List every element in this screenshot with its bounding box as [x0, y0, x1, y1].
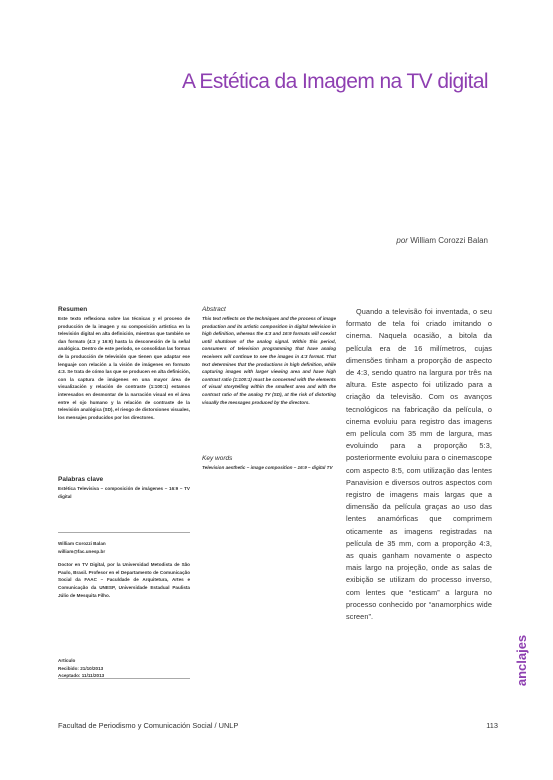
bio-divider: [58, 532, 190, 533]
body-column: [346, 306, 492, 623]
palabras-clave-section: [58, 476, 190, 500]
author-bio: [58, 540, 190, 605]
bio-description: Doctor en TV Digital, por la Universidad Metodista de São Paulo, Brasil. Profesor en el Departamento de Comunicação Social da FAAC – Faculdade de Arquitetura, Artes e Comunicação da UNESP, Universidade Estadual Paulista Júlio de Mesquita Filho.: [58, 562, 190, 598]
resumen-text: Este texto reflexiona sobre las técnicas y el proceso de producción de la imagen y su composición artística en la televisión digital en alta definición, mientras que también se dan formato (4:3 y 16:9) hasta la desconexión de la señal analógica. Dentro de este período, se consolidan las formas de la producción de televisión que tienen que adaptar ese lenguaje con relación a la visión de imágenes en formato 4:3. Se trata de cómo las que se producen en alta definición, con la captura de imágenes en una mayor área de visualización y relación de contraste (1:100:1) estamos interesados en desmontar de la narración visual en el área entre el ojo humano y la relación de contraste de la televisión analógica (SD), el riesgo de distorsiones visuales, los mensajes producidos por los directores.: [58, 316, 190, 420]
bio-header: [58, 540, 190, 555]
received-date: Recibido: 21/10/2013: [58, 665, 104, 671]
palabras-clave-text: Estética Televisiva – composición de imágenes – 16:9 – TV digital: [58, 486, 190, 499]
abstract-section: [202, 306, 336, 406]
dates-divider: [58, 678, 190, 679]
abstract-text: This text reflects on the techniques and the process of image production and its artistic composition in digital television in high definition, whereas the 4:3 and 16:9 formats will coexist until shutdown of the analog signal. Within this period, consumers of television programming that have analog receivers will continue to see the images in 4:3 format. That text determines that the productions in high definition, while capturing images with larger viewing area and have high contrast ratio (1:100:1) must be concerned with the elements of visual storytelling within the smallest area and with the contrast ratio of the analog TV (SD), at the risk of distorting visually the messages produced by the directors.: [202, 316, 336, 405]
resumen-section: [58, 306, 190, 421]
keywords-heading: Key words: [202, 455, 233, 462]
article-label: Artículo: [58, 658, 76, 663]
article-title: A Estética da Imagem na TV digital: [181, 70, 488, 93]
abstract-heading: Abstract: [202, 306, 226, 313]
side-label: [512, 630, 532, 690]
side-label-text: anclajes: [514, 634, 530, 686]
author-name: William Corozzi Balan: [410, 236, 488, 245]
author-prefix: por: [396, 236, 408, 245]
footer-text: Facultad de Periodismo y Comunicación Social / UNLP: [58, 721, 239, 730]
bio-name: William Corozzi Balan: [58, 541, 106, 546]
body-paragraph: Quando a televisão foi inventada, o seu formato de tela foi criado imitando o cinema. Naquela ocasião, a bitola da película era de 16 milímetros, cujas dimensões tinham a proporção de aspecto de 4:3, sendo quatro na largura por três na altura. Este aspecto foi utilizado para a criação da televisão. Com os avanços tecnológicos na fabricação da película, o cinema evoluiu para registro das imagens em película com 35 mm de largura, mas evoluindo para a proporção 5:3, posteriormente evoluiu para o cinemascope com aspecto 8:5, com utilização das lentes Panavision e diversos outros aspectos com registro de imagens mais largas que a dimensão da película graças ao uso das lentes anamórficas que comprimem oticamente as imagens registradas na película de 35 mm, com a proporção 4:3, as quais ganham novamente o aspecto mais largo na projeção, onde as salas de exibição se utilizam do processo inverso, com lentes que “esticam” a largura no processo conhecido por “anamorphics wide screen”.: [346, 307, 492, 622]
keywords-text: Television aesthetic – image composition – 16:9 – digital TV: [202, 465, 333, 470]
bio-email: william@fac.unesp.br: [58, 548, 106, 554]
article-dates: [58, 657, 190, 680]
page-number: 113: [486, 721, 498, 730]
author-byline: [300, 236, 488, 245]
palabras-clave-heading: Palabras clave: [58, 476, 104, 483]
accepted-date: Aceptado: 11/11/2013: [58, 673, 105, 679]
resumen-heading: Resumen: [58, 306, 88, 313]
keywords-section: [202, 455, 336, 472]
